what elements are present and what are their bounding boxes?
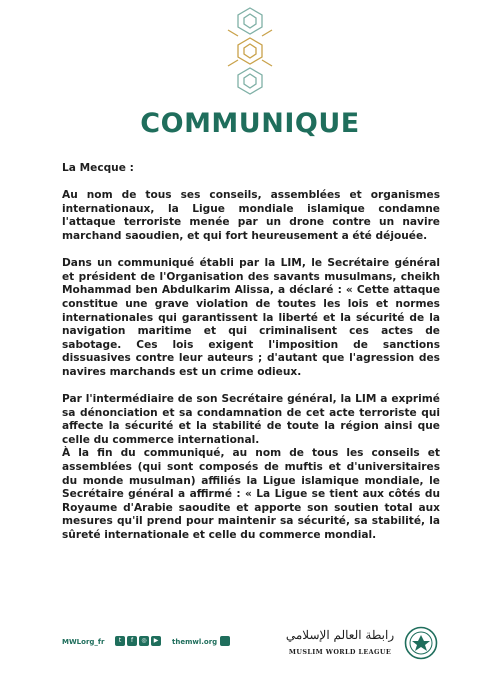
mwl-emblem-icon <box>404 626 438 660</box>
social-icons <box>115 636 161 646</box>
paragraph-1: Au nom de tous ses conseils, assemblées et organismes internationaux, la Ligue mondiale islamique condamne l'attaque terroriste menée par un drone contre un navire marchand saoudien, et qui fort heureusement a été déjouée. <box>62 189 440 242</box>
twitter-icon[interactable]: t <box>115 636 125 646</box>
dateline: La Mecque : <box>62 162 134 174</box>
footer <box>62 628 440 672</box>
paragraph-4: À la fin du communiqué, au nom de tous les conseils et assemblées (qui sont composés de muftis et d'universitaires du monde musulman) affiliés la Ligue islamique mondiale, le Secrétaire général a affirmé : « La Ligue se tient aux côtés du Royaume d'Arabie saoudite et apporte son soutien total aux mesures qu'il prend pour maintenir sa sécurité, sa stabilité, la sûreté internationale et celle du commerce mondial. <box>62 447 440 542</box>
home-icon[interactable] <box>220 636 230 646</box>
paragraph-2: Dans un communiqué établi par la LIM, le Secrétaire général et président de l'Organisation des savants musulmans, cheikh Mohammad ben Abdulkarim Alissa, a déclaré : « Cette attaque constitue une grave violation de toutes les lois et normes internationales qui garantissent la liberté et la sécurité de la navigation maritime et qui criminalisent ces actes de sabotage. Ces lois exigent l'imposition de sanctions dissuasives contre leur auteurs ; d'autant que l'agression des navires marchands est un crime odieux. <box>62 257 440 378</box>
logo-english: MUSLIM WORLD LEAGUE <box>288 648 392 656</box>
communique-body <box>62 162 440 556</box>
facebook-icon[interactable]: f <box>127 636 137 646</box>
social-handle[interactable]: MWLorg_fr <box>62 638 105 646</box>
website-link[interactable]: themwl.org <box>172 638 218 646</box>
youtube-icon[interactable]: ▶ <box>151 636 161 646</box>
instagram-icon[interactable]: ◎ <box>139 636 149 646</box>
paragraph-3: Par l'intermédiaire de son Secrétaire général, la LIM a exprimé sa dénonciation et sa condamnation de cet acte terroriste qui affecte la sécurité et la stabilité de toute la région ainsi que celle du commerce international. <box>62 393 440 446</box>
decorative-ornament <box>222 6 278 96</box>
logo-arabic: رابطة العالم الإسلامي <box>285 628 395 642</box>
page-title: COMMUNIQUE <box>140 108 360 139</box>
